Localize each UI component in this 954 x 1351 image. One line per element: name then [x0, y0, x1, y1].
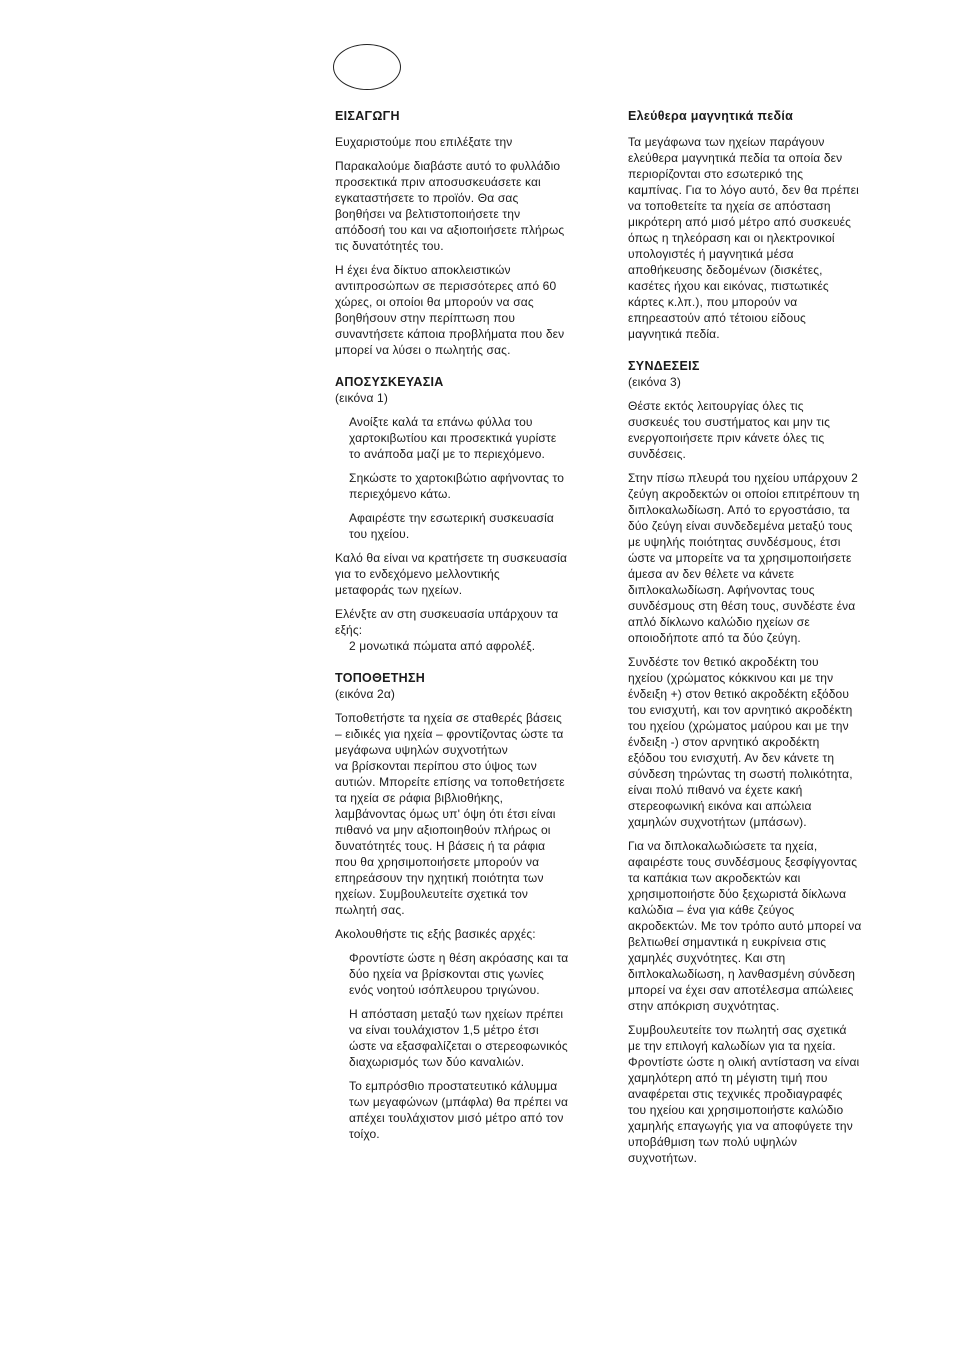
text-line: τα ηχεία σε ράφια βιβλιοθήκης, [335, 791, 504, 805]
text-line: κάρτες κ.λπ.), που μπορούν να [628, 295, 798, 309]
intro-paragraph [335, 158, 617, 254]
text-line: διπλοκαλωδίωση. Αφήνοντας τους [628, 583, 815, 597]
unpacking-figure-ref: (εικόνα 1) [335, 391, 388, 405]
text-line: μαγνητικά πεδία. [628, 327, 720, 341]
intro-paragraph [335, 262, 617, 358]
text-line: χαρτοκιβωτίου και προσεκτικά γυρίστε [349, 431, 557, 445]
text-line: συχνοτήτων. [628, 1151, 698, 1165]
intro-heading: ΕΙΣΑΓΩΓΗ [335, 109, 400, 123]
text-line: χώρες, οι οποίοι θα μπορούν να σας [335, 295, 534, 309]
text-line: όπως η τηλεόραση και οι ηλεκτρονικοί [628, 231, 835, 245]
text-line: βοηθήσουν στην περίπτωση που [335, 311, 516, 325]
text-line: του ηχείου. [349, 527, 410, 541]
text-line: επηρεαστούν από τέτοιου είδους [628, 311, 806, 325]
text-line: με την επιλογή καλωδίων για τα ηχεία. [628, 1039, 836, 1053]
unpacking-step [349, 470, 617, 502]
text-line: Στην πίσω πλευρά του ηχείου υπάρχουν 2 [628, 471, 858, 485]
text-line: αντιπροσώπων σε περισσότερες από 60 [335, 279, 557, 293]
text-line: καμπίνας. Για το λόγο αυτό, δεν θα πρέπει [628, 183, 859, 197]
text-line: αποθήκευσης δεδομένων (δισκέτες, [628, 263, 823, 277]
text-line: Το εμπρόσθιο προστατευτικό κάλυμμα [349, 1079, 558, 1093]
text-line: συσκευές του συστήματος και μην τις [628, 415, 831, 429]
text-line: Αφαιρέστε την εσωτερική συσκευασία [349, 511, 555, 525]
text-line: Συμβουλευτείτε τον πωλητή σας σχετικά [628, 1023, 847, 1037]
text-line: εξόδου του ενισχυτή. Αν δεν κάνετε τη [628, 751, 835, 765]
text-line: περιεχόμενο κάτω. [349, 487, 452, 501]
text-line: υπολογιστές ή μαγνητικά μέσα [628, 247, 794, 261]
connections-paragraph [628, 398, 910, 462]
text-line: Σηκώστε το χαρτοκιβώτιο αφήνοντας το [349, 471, 565, 485]
text-line: κασέτες ήχου και εικόνας, πιστωτικές [628, 279, 829, 293]
text-line: το ανάποδα μαζί με το περιεχόμενο. [349, 447, 545, 461]
text-line: λαμβάνοντας όμως υπ' όψη ότι έτσι είναι [335, 807, 556, 821]
text-line: στην απόκριση συχνότητας. [628, 999, 780, 1013]
left-column [335, 108, 617, 1150]
magnetic-fields-heading: Ελεύθερα μαγνητικά πεδία [628, 109, 794, 123]
text-line: συνδέσεις. [628, 447, 687, 461]
text-line: βελτιωθεί σημαντικά η ευκρίνεια στις [628, 935, 827, 949]
text-line: Ελένξτε αν στη συσκευασία υπάρχουν τα [335, 607, 559, 621]
text-line: ηχείων. Συμβουλευτείτε σχετικά τον [335, 887, 529, 901]
text-line: δυνατότητές τους. Η βάσεις ή τα ράφια [335, 839, 546, 853]
text-line: επηρεάσουν την ηχητική ποιότητα των [335, 871, 544, 885]
intro-text: Ευχαριστούμε που επιλέξατε την [335, 135, 513, 149]
connections-paragraph [628, 654, 910, 830]
unpacking-step [349, 510, 617, 542]
text-line: Παρακαλούμε διαβάστε αυτό το φυλλάδιο [335, 159, 561, 173]
right-column [628, 108, 910, 1174]
placement-rule [349, 950, 617, 998]
connections-paragraph [628, 1022, 910, 1166]
text-line: τοίχο. [349, 1127, 380, 1141]
text-line: του ενισχυτή, και τον αρνητικό ακροδέκτη [628, 703, 853, 717]
text-line: υποβάθμιση των πολύ υψηλών [628, 1135, 798, 1149]
text-line: στερεοφωνική εικόνα και απώλεια [628, 799, 812, 813]
text-line: είναι πολύ πιθανό να έχετε κακή [628, 783, 803, 797]
text-line: ώστε να μπορείτε να τα χρησιμοποιήσετε [628, 551, 852, 565]
text-line: ενεργοποιήσετε πριν κάνετε όλες τις [628, 431, 825, 445]
text-line: Συνδέστε τον θετικό ακροδέκτη του [628, 655, 819, 669]
text-line: χρησιμοποιήστε δύο ξεχωριστά δίκλωνα [628, 887, 847, 901]
text-line: Καλό θα είναι να κρατήσετε τη συσκευασία [335, 551, 568, 565]
text-line: απέχει τουλάχιστον μισό μέτρο από τον [349, 1111, 564, 1125]
unpacking-paragraph [335, 550, 617, 598]
text-line: απόδοσή του και να αξιοποιήσετε πλήρως [335, 223, 565, 237]
text-line: προσεκτικά πριν αποσυσκευάσετε και [335, 175, 541, 189]
text-line: να είναι τουλάχιστον 1,5 μέτρο έτσι [349, 1023, 539, 1037]
connections-figure-ref: (εικόνα 3) [628, 375, 681, 389]
text-line: δύο ηχεία να βρίσκονται στις γωνίες [349, 967, 544, 981]
text-line: διπλοκαλωδίωση, η λανθασμένη σύνδεση [628, 967, 856, 981]
placement-figure-ref: (εικόνα 2α) [335, 687, 396, 701]
text-line: – ειδικές για ηχεία – φροντίζοντας ώστε τα [335, 727, 564, 741]
text-line: ελεύθερα μαγνητικά πεδία τα οποία δεν [628, 151, 843, 165]
text-line: Η απόσταση μεταξύ των ηχείων πρέπει [349, 1007, 564, 1021]
text-line: εξής: [335, 623, 363, 637]
text-line: Φροντίστε ώστε η θέση ακρόασης και τα [349, 951, 569, 965]
text-line: πωλητή σας. [335, 903, 405, 917]
text-line: καλώδια – ένα για κάθε ζεύγος [628, 903, 795, 917]
text-line: μικρότερη από μισό μέτρο από συσκευές [628, 215, 852, 229]
connections-paragraph [628, 470, 910, 646]
placement-rule [349, 1006, 617, 1070]
text-line: ενός νοητού ισόπλευρου τριγώνου. [349, 983, 540, 997]
text-line: μεγάφωνα υψηλών συχνοτήτων [335, 743, 508, 757]
text-line: χαμηλές συχνότητες. Και στη [628, 951, 786, 965]
text-line: που θα χρησιμοποιήσετε μπορούν να [335, 855, 540, 869]
placement-paragraph [335, 710, 617, 918]
text-line: χαμηλής επαγωγής για να αποφύγετε την [628, 1119, 853, 1133]
text-line: ώστε να εξασφαλίζεται ο στερεοφωνικός [349, 1039, 568, 1053]
text-line: μπορεί να λύσει ο πωλητής σας. [335, 343, 511, 357]
text-line: Φροντίστε ώστε η ολική αντίσταση να είναι [628, 1055, 860, 1069]
text-line: Θέστε εκτός λειτουργίας όλες τις [628, 399, 804, 413]
text-line: ηχείου (χρώματος κόκκινου και με την [628, 671, 834, 685]
text-line: πιθανό να μην αξιοποιηθούν πλήρως οι [335, 823, 551, 837]
text-line: τις δυνατότητές του. [335, 239, 444, 253]
text-line: Για να διπλοκαλωδιώσετε τα ηχεία, [628, 839, 818, 853]
text-line: οποιοδήποτε από τα δύο ζεύγη. [628, 631, 801, 645]
text-line: των μεγαφώνων (μπάφλα) θα πρέπει να [349, 1095, 569, 1109]
text-line: βοηθήσει να βελτιστοποιήσετε την [335, 207, 521, 221]
text-line: διπλοκαλωδίωση. Από το εργοστάσιο, τα [628, 503, 851, 517]
text-line: ένδειξη +) στον θετικό ακροδέκτη εξόδου [628, 687, 850, 701]
text-line: δύο ζεύγη είναι συνδεδεμένα μεταξύ τους [628, 519, 853, 533]
unpacking-heading: ΑΠΟΣΥΣΚΕΥΑΣΙΑ [335, 375, 444, 389]
text-line: να βρίσκονται περίπου στο ύψος των [335, 759, 537, 773]
text-line: ένδειξη -) στον αρνητικό ακροδέκτη [628, 735, 820, 749]
text-line: του ηχείου (χρώματος μαύρου και με την [628, 719, 849, 733]
text-line: Τοποθετήστε τα ηχεία σε σταθερές βάσεις [335, 711, 562, 725]
text-line: Ανοίξτε καλά τα επάνω φύλλα του [349, 415, 533, 429]
unpacking-step [349, 414, 617, 462]
text-line: του ηχείου και χρησιμοποιήστε καλώδιο [628, 1103, 844, 1117]
text-line: αφαιρέστε τους συνδέσμους ξεσφίγγοντας [628, 855, 858, 869]
text-line: απλό δίκλωνο καλώδιο ηχείων σε [628, 615, 810, 629]
placement-rule [349, 1078, 617, 1142]
text-line: άμεσα αν δεν θέλετε να κάνετε [628, 567, 795, 581]
text-line: Η έχει ένα δίκτυο αποκλειστικών [335, 263, 511, 277]
language-badge-oval [333, 44, 401, 90]
text-line: χαμηλότερη από τη μέγιστη τιμή που [628, 1071, 828, 1085]
text-line: να τοποθετείτε τα ηχεία σε απόσταση [628, 199, 831, 213]
unpacking-contents-item: 2 μονωτικά πώματα από αφρολέξ. [349, 639, 536, 653]
placement-heading: ΤΟΠΟΘΕΤΗΣΗ [335, 671, 426, 685]
magnetic-fields-paragraph [628, 134, 910, 342]
connections-paragraph [628, 838, 910, 1014]
text-line: διαχωρισμός των δύο καναλιών. [349, 1055, 525, 1069]
text-line: ακροδεκτών. Με τον τρόπο αυτό μπορεί να [628, 919, 862, 933]
connections-heading: ΣΥΝΔΕΣΕΙΣ [628, 359, 700, 373]
text-line: σύνδεση τηρώντας τη σωστή πολικότητα, [628, 767, 853, 781]
text-line: για το ενδεχόμενο μελλοντικής [335, 567, 500, 581]
text-line: αυτιών. Μπορείτε επίσης να τοποθετήσετε [335, 775, 565, 789]
text-line: μπορεί να έχει σαν αποτέλεσμα απώλειες [628, 983, 854, 997]
text-line: χαμηλών συχνοτήτων (μπάσων). [628, 815, 807, 829]
text-line: εγκαταστήσετε το προϊόν. Θα σας [335, 191, 519, 205]
text-line: συναντήσετε κάποια προβλήματα που δεν [335, 327, 565, 341]
text-line: Τα μεγάφωνα των ηχείων παράγουν [628, 135, 825, 149]
placement-paragraph: Ακολουθήστε τις εξής βασικές αρχές: [335, 927, 536, 941]
text-line: τα καπάκια των ακροδεκτών και [628, 871, 801, 885]
text-line: συνδέσμους στη θέση τους, συνδέστε ένα [628, 599, 856, 613]
unpacking-paragraph [335, 606, 617, 638]
text-line: περιορίζονται στο εσωτερικό της [628, 167, 804, 181]
text-line: αναφέρεται στις τεχνικές προδιαγραφές [628, 1087, 843, 1101]
text-line: μεταφοράς των ηχείων. [335, 583, 463, 597]
text-line: ζεύγη ακροδεκτών οι οποίοι επιτρέπουν τη [628, 487, 860, 501]
text-line: με υψηλής ποιότητας συνδέσμους, έτσι [628, 535, 841, 549]
